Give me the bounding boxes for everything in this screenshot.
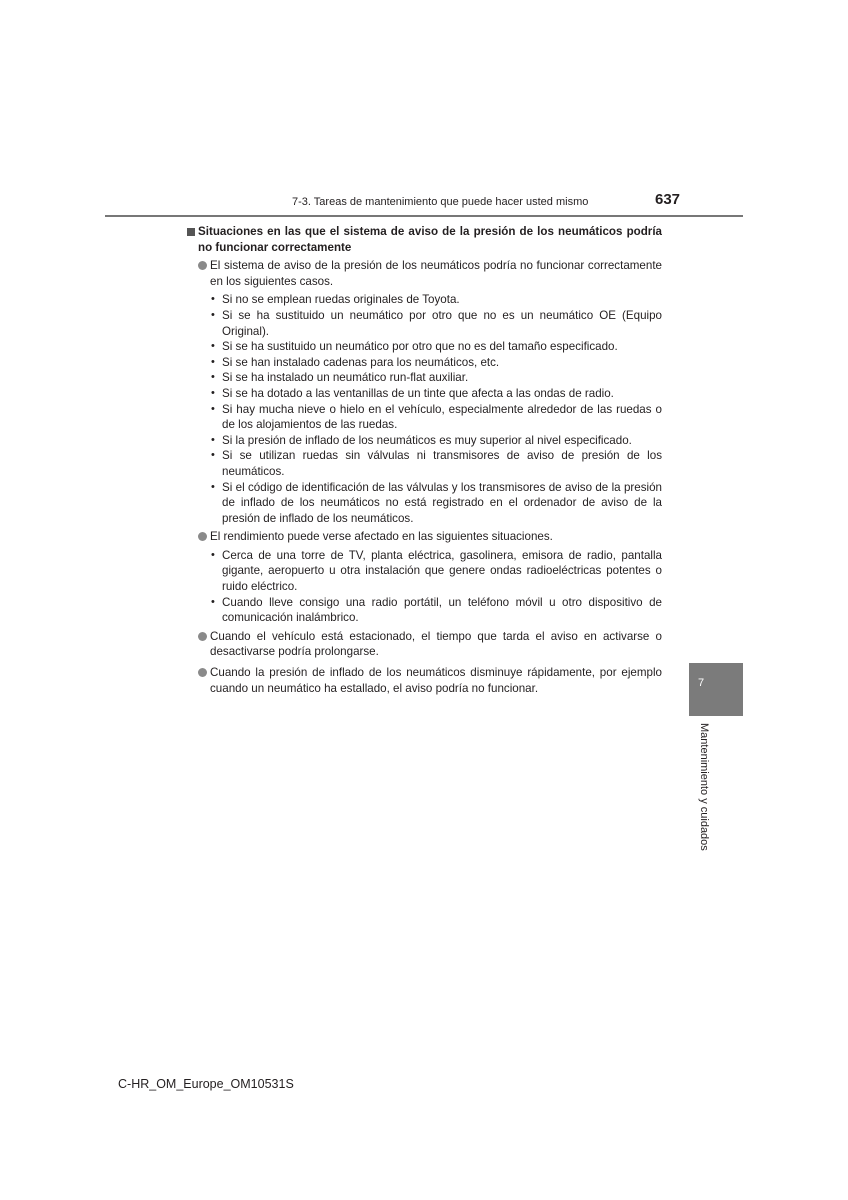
sub-item-text: Si se ha instalado un neumático run-flat auxiliar. [222, 371, 469, 385]
sub-item-text: Si se ha sustituido un neumático por otro que no es del tamaño especificado. [222, 340, 618, 354]
sub-list-item [186, 402, 662, 433]
square-icon [187, 228, 195, 236]
sub-list-item [186, 308, 662, 339]
chapter-number: 7 [698, 677, 705, 689]
circle-icon [198, 668, 207, 677]
dot-icon: • [211, 340, 215, 353]
header-rule [105, 215, 743, 217]
dot-icon: • [211, 308, 215, 321]
chapter-tab [689, 663, 743, 716]
sub-list-item [186, 448, 662, 479]
circle-icon [198, 532, 207, 541]
sub-list-item [186, 386, 662, 402]
section-heading [186, 224, 662, 255]
dot-icon: • [211, 480, 215, 493]
sub-item-text: Si se han instalado cadenas para los neumáticos, etc. [222, 355, 500, 369]
sub-list-item [186, 433, 662, 449]
sub-list-item [186, 370, 662, 386]
sub-item-text: Si hay mucha nieve o hielo en el vehículo, especialmente alrededor de las ruedas o de los alojamientos de las ruedas. [222, 402, 662, 432]
bullet-item [186, 629, 662, 660]
bullet-text: Cuando la presión de inflado de los neumáticos disminuye rápidamente, por ejemplo cuando un neumático ha estallado, el aviso podría no funcionar. [210, 666, 662, 695]
sub-item-text: Si no se emplean ruedas originales de Toyota. [222, 293, 460, 307]
dot-icon: • [211, 386, 215, 399]
dot-icon: • [211, 449, 215, 462]
sub-item-text: Cerca de una torre de TV, planta eléctrica, gasolinera, emisora de radio, pantalla gigante, aeropuerto u otra instalación que genere ondas radioeléctricas potentes o ruido eléctrico. [222, 548, 662, 594]
dot-icon: • [211, 355, 215, 368]
dot-icon: • [211, 293, 215, 306]
header-title: 7-3. Tareas de mantenimiento que puede hacer usted mismo [292, 196, 589, 208]
dot-icon: • [211, 548, 215, 561]
sub-list-item [186, 595, 662, 626]
section-heading-text: Situaciones en las que el sistema de aviso de la presión de los neumáticos podría no funcionar correctamente [198, 225, 662, 254]
sub-list-item [186, 292, 662, 308]
dot-icon: • [211, 433, 215, 446]
sub-list-item [186, 548, 662, 595]
sub-item-text: Si el código de identificación de las válvulas y los transmisores de aviso de la presión de inflado de los neumáticos no está registrado en el ordenador de aviso de la presión de inflado de los neumáticos. [222, 480, 662, 525]
sub-item-text: Si se ha dotado a las ventanillas de un tinte que afecta a las ondas de radio. [222, 386, 614, 400]
chapter-title: Mantenimiento y cuidados [698, 723, 710, 851]
dot-icon: • [211, 595, 215, 608]
sub-list-item [186, 480, 662, 527]
sub-item-text: Si se utilizan ruedas sin válvulas ni transmisores de aviso de presión de los neumáticos. [222, 449, 662, 478]
bullet-item [186, 665, 662, 696]
bullet-text: El sistema de aviso de la presión de los neumáticos podría no funcionar correctamente en los siguientes casos. [210, 259, 662, 288]
sub-item-text: Si la presión de inflado de los neumáticos es muy superior al nivel especificado. [222, 433, 632, 447]
dot-icon: • [211, 402, 215, 415]
bullet-text: El rendimiento puede verse afectado en las siguientes situaciones. [210, 530, 553, 544]
circle-icon [198, 261, 207, 270]
sub-list-item [186, 355, 662, 371]
sub-item-text: Si se ha sustituido un neumático por otro que no es un neumático OE (Equipo Original). [222, 308, 662, 338]
bullet-item [186, 258, 662, 289]
page-number: 637 [655, 191, 681, 208]
sub-item-text: Cuando lleve consigo una radio portátil, un teléfono móvil u otro dispositivo de comunicación inalámbrico. [222, 595, 662, 625]
sub-list [186, 292, 662, 526]
bullet-item [186, 529, 662, 545]
main-content [186, 224, 662, 696]
circle-icon [198, 632, 207, 641]
dot-icon: • [211, 371, 215, 384]
bullet-text: Cuando el vehículo está estacionado, el tiempo que tarda el aviso en activarse o desactivarse podría prolongarse. [210, 629, 662, 659]
sub-list-item [186, 339, 662, 355]
sub-list [186, 548, 662, 626]
footer-code: C-HR_OM_Europe_OM10531S [118, 1077, 294, 1091]
